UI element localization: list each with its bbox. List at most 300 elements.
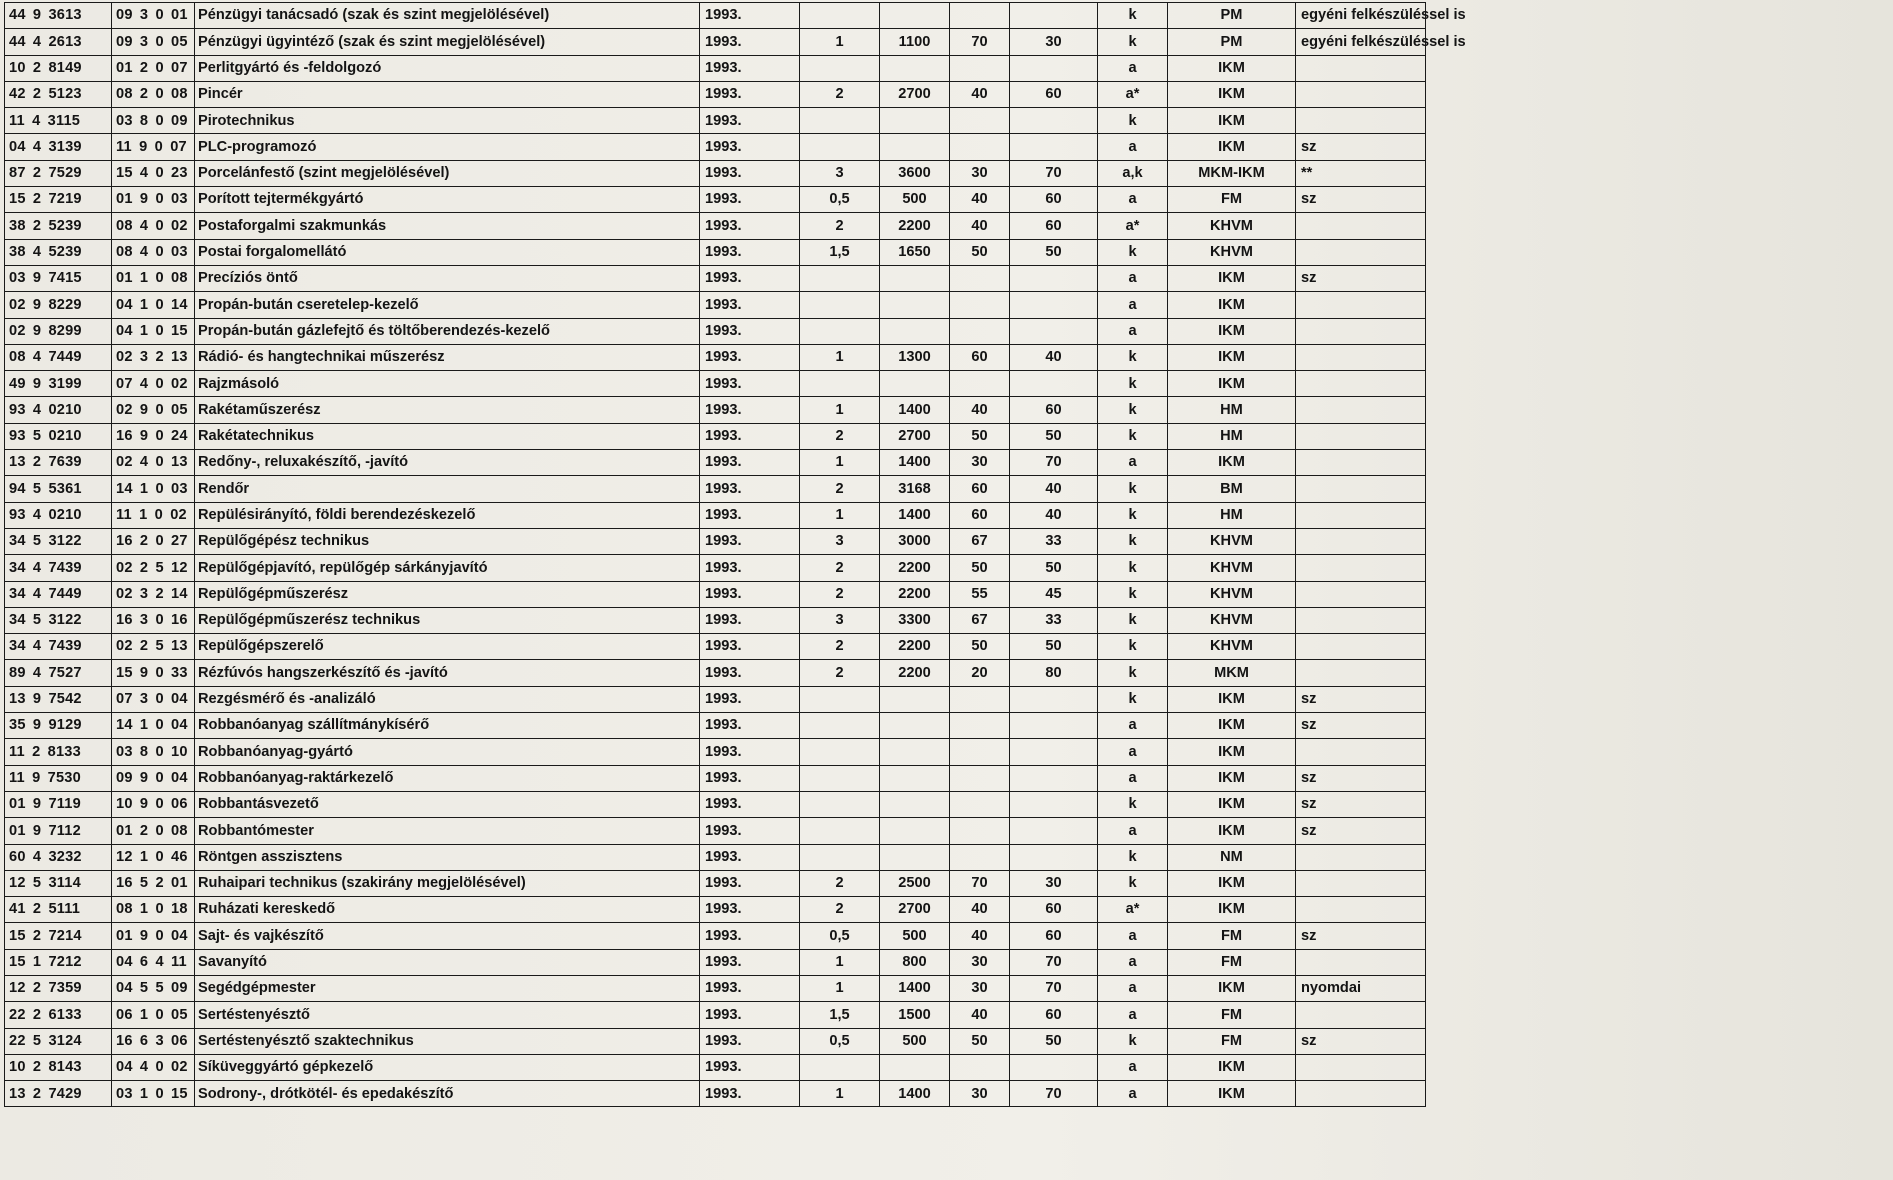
note-cell xyxy=(1296,239,1426,265)
classification-code-cell: 01 9 0 04 xyxy=(112,923,195,949)
note-cell: sz xyxy=(1296,765,1426,791)
duration-years-cell xyxy=(800,265,880,291)
duration-years-cell: 2 xyxy=(800,81,880,107)
year-cell: 1993. xyxy=(700,239,800,265)
note-cell: sz xyxy=(1296,818,1426,844)
ministry-cell: KHVM xyxy=(1168,528,1296,554)
occupation-name-cell: Robbantómester xyxy=(195,818,700,844)
occupation-code-cell: 44 9 3613 xyxy=(5,3,112,29)
duration-years-cell xyxy=(800,1054,880,1080)
year-cell: 1993. xyxy=(700,607,800,633)
occupation-name-cell: Rakétatechnikus xyxy=(195,423,700,449)
duration-years-cell: 2 xyxy=(800,897,880,923)
classification-code-cell: 09 9 0 04 xyxy=(112,765,195,791)
note-cell xyxy=(1296,318,1426,344)
ministry-cell: IKM xyxy=(1168,371,1296,397)
table-row xyxy=(5,81,1886,107)
hours-cell xyxy=(880,713,950,739)
theory-percent-cell: 50 xyxy=(950,423,1010,449)
note-cell: sz xyxy=(1296,923,1426,949)
classification-code-cell: 04 5 5 09 xyxy=(112,975,195,1001)
occupation-name-cell: Pincér xyxy=(195,81,700,107)
year-cell: 1993. xyxy=(700,949,800,975)
classification-code-cell: 08 4 0 03 xyxy=(112,239,195,265)
year-cell: 1993. xyxy=(700,318,800,344)
practice-percent-cell xyxy=(1010,739,1098,765)
theory-percent-cell: 50 xyxy=(950,1028,1010,1054)
table-row xyxy=(5,55,1886,81)
occupation-code-cell: 15 2 7214 xyxy=(5,923,112,949)
note-cell: sz xyxy=(1296,187,1426,213)
occupation-name-cell: Porcelánfestő (szint megjelölésével) xyxy=(195,160,700,186)
table-row xyxy=(5,1002,1886,1028)
theory-percent-cell: 60 xyxy=(950,476,1010,502)
theory-percent-cell: 70 xyxy=(950,870,1010,896)
note-cell: sz xyxy=(1296,713,1426,739)
occupation-code-cell: 41 2 5111 xyxy=(5,897,112,923)
practice-percent-cell: 30 xyxy=(1010,29,1098,55)
year-cell: 1993. xyxy=(700,29,800,55)
theory-percent-cell xyxy=(950,791,1010,817)
occupation-name-cell: Precíziós öntő xyxy=(195,265,700,291)
duration-years-cell: 3 xyxy=(800,528,880,554)
training-form-cell: a xyxy=(1098,265,1168,291)
note-cell xyxy=(1296,870,1426,896)
occupation-code-cell: 13 2 7429 xyxy=(5,1081,112,1107)
year-cell: 1993. xyxy=(700,450,800,476)
hours-cell: 1500 xyxy=(880,1002,950,1028)
table-row xyxy=(5,292,1886,318)
year-cell: 1993. xyxy=(700,660,800,686)
occupation-name-cell: Rajzmásoló xyxy=(195,371,700,397)
theory-percent-cell xyxy=(950,818,1010,844)
table-row xyxy=(5,844,1886,870)
ministry-cell: NM xyxy=(1168,844,1296,870)
classification-code-cell: 03 8 0 10 xyxy=(112,739,195,765)
training-form-cell: a xyxy=(1098,187,1168,213)
practice-percent-cell xyxy=(1010,134,1098,160)
occupation-name-cell: Ruházati kereskedő xyxy=(195,897,700,923)
occupation-code-cell: 44 4 2613 xyxy=(5,29,112,55)
theory-percent-cell xyxy=(950,292,1010,318)
note-cell xyxy=(1296,607,1426,633)
occupation-name-cell: Robbantásvezető xyxy=(195,791,700,817)
table-row xyxy=(5,502,1886,528)
training-form-cell: a xyxy=(1098,318,1168,344)
ministry-cell: IKM xyxy=(1168,1081,1296,1107)
duration-years-cell: 1 xyxy=(800,450,880,476)
classification-code-cell: 07 3 0 04 xyxy=(112,686,195,712)
table-row xyxy=(5,108,1886,134)
ministry-cell: KHVM xyxy=(1168,607,1296,633)
duration-years-cell: 1 xyxy=(800,344,880,370)
note-cell xyxy=(1296,450,1426,476)
theory-percent-cell xyxy=(950,686,1010,712)
note-cell xyxy=(1296,660,1426,686)
duration-years-cell: 0,5 xyxy=(800,923,880,949)
note-cell xyxy=(1296,897,1426,923)
training-form-cell: a* xyxy=(1098,81,1168,107)
occupation-code-cell: 22 2 6133 xyxy=(5,1002,112,1028)
ministry-cell: MKM-IKM xyxy=(1168,160,1296,186)
theory-percent-cell: 20 xyxy=(950,660,1010,686)
occupation-code-cell: 02 9 8299 xyxy=(5,318,112,344)
ministry-cell: IKM xyxy=(1168,450,1296,476)
theory-percent-cell: 55 xyxy=(950,581,1010,607)
occupation-code-cell: 15 1 7212 xyxy=(5,949,112,975)
training-form-cell: a xyxy=(1098,450,1168,476)
practice-percent-cell: 70 xyxy=(1010,1081,1098,1107)
ministry-cell: IKM xyxy=(1168,265,1296,291)
classification-code-cell: 01 2 0 07 xyxy=(112,55,195,81)
occupation-code-cell: 34 4 7439 xyxy=(5,634,112,660)
training-form-cell: k xyxy=(1098,686,1168,712)
training-form-cell: k xyxy=(1098,607,1168,633)
year-cell: 1993. xyxy=(700,344,800,370)
training-form-cell: a* xyxy=(1098,897,1168,923)
occupation-name-cell: Sertéstenyésztő szaktechnikus xyxy=(195,1028,700,1054)
note-cell xyxy=(1296,344,1426,370)
training-form-cell: a xyxy=(1098,713,1168,739)
duration-years-cell xyxy=(800,292,880,318)
note-cell xyxy=(1296,634,1426,660)
occupation-code-cell: 34 5 3122 xyxy=(5,607,112,633)
theory-percent-cell xyxy=(950,844,1010,870)
occupation-name-cell: Postaforgalmi szakmunkás xyxy=(195,213,700,239)
classification-code-cell: 16 3 0 16 xyxy=(112,607,195,633)
duration-years-cell xyxy=(800,844,880,870)
occupation-code-cell: 03 9 7415 xyxy=(5,265,112,291)
occupation-name-cell: Porított tejtermékgyártó xyxy=(195,187,700,213)
occupation-code-cell: 04 4 3139 xyxy=(5,134,112,160)
ministry-cell: FM xyxy=(1168,949,1296,975)
theory-percent-cell xyxy=(950,713,1010,739)
training-form-cell: a xyxy=(1098,739,1168,765)
training-form-cell: k xyxy=(1098,581,1168,607)
table-row xyxy=(5,870,1886,896)
classification-code-cell: 04 1 0 15 xyxy=(112,318,195,344)
practice-percent-cell: 70 xyxy=(1010,160,1098,186)
classification-code-cell: 03 8 0 09 xyxy=(112,108,195,134)
occupation-name-cell: Sertéstenyésztő xyxy=(195,1002,700,1028)
note-cell: egyéni felkészüléssel is xyxy=(1296,29,1426,55)
table-row xyxy=(5,450,1886,476)
classification-code-cell: 15 9 0 33 xyxy=(112,660,195,686)
duration-years-cell: 2 xyxy=(800,870,880,896)
hours-cell: 2200 xyxy=(880,634,950,660)
training-form-cell: a,k xyxy=(1098,160,1168,186)
classification-code-cell: 08 1 0 18 xyxy=(112,897,195,923)
theory-percent-cell: 50 xyxy=(950,634,1010,660)
occupation-name-cell: Perlitgyártó és -feldolgozó xyxy=(195,55,700,81)
practice-percent-cell xyxy=(1010,371,1098,397)
duration-years-cell xyxy=(800,713,880,739)
practice-percent-cell: 60 xyxy=(1010,1002,1098,1028)
note-cell xyxy=(1296,423,1426,449)
year-cell: 1993. xyxy=(700,292,800,318)
theory-percent-cell xyxy=(950,134,1010,160)
ministry-cell: IKM xyxy=(1168,791,1296,817)
training-form-cell: a* xyxy=(1098,213,1168,239)
training-form-cell: k xyxy=(1098,108,1168,134)
table-row xyxy=(5,634,1886,660)
theory-percent-cell: 30 xyxy=(950,975,1010,1001)
duration-years-cell: 1 xyxy=(800,975,880,1001)
occupation-code-cell: 13 9 7542 xyxy=(5,686,112,712)
training-form-cell: a xyxy=(1098,1081,1168,1107)
practice-percent-cell xyxy=(1010,686,1098,712)
table-row xyxy=(5,686,1886,712)
classification-code-cell: 04 6 4 11 xyxy=(112,949,195,975)
practice-percent-cell: 60 xyxy=(1010,187,1098,213)
note-cell: sz xyxy=(1296,686,1426,712)
hours-cell: 2200 xyxy=(880,213,950,239)
ministry-cell: KHVM xyxy=(1168,239,1296,265)
year-cell: 1993. xyxy=(700,581,800,607)
note-cell: sz xyxy=(1296,1028,1426,1054)
occupation-code-cell: 02 9 8229 xyxy=(5,292,112,318)
training-form-cell: a xyxy=(1098,923,1168,949)
note-cell xyxy=(1296,213,1426,239)
duration-years-cell: 0,5 xyxy=(800,187,880,213)
year-cell: 1993. xyxy=(700,108,800,134)
occupation-name-cell: Robbanóanyag-raktárkezelő xyxy=(195,765,700,791)
training-form-cell: a xyxy=(1098,292,1168,318)
practice-percent-cell: 60 xyxy=(1010,897,1098,923)
training-form-cell: a xyxy=(1098,134,1168,160)
duration-years-cell xyxy=(800,55,880,81)
duration-years-cell xyxy=(800,765,880,791)
occupation-name-cell: Pirotechnikus xyxy=(195,108,700,134)
year-cell: 1993. xyxy=(700,371,800,397)
occupation-code-cell: 89 4 7527 xyxy=(5,660,112,686)
classification-code-cell: 04 4 0 02 xyxy=(112,1054,195,1080)
year-cell: 1993. xyxy=(700,502,800,528)
note-cell: egyéni felkészüléssel is xyxy=(1296,3,1426,29)
hours-cell: 1100 xyxy=(880,29,950,55)
hours-cell: 2500 xyxy=(880,870,950,896)
occupation-name-cell: Pénzügyi tanácsadó (szak és szint megjelölésével) xyxy=(195,3,700,29)
note-cell xyxy=(1296,581,1426,607)
table-row xyxy=(5,713,1886,739)
theory-percent-cell xyxy=(950,318,1010,344)
profession-register-table xyxy=(4,2,1886,1107)
occupation-code-cell: 13 2 7639 xyxy=(5,450,112,476)
table-row xyxy=(5,265,1886,291)
theory-percent-cell: 30 xyxy=(950,450,1010,476)
year-cell: 1993. xyxy=(700,213,800,239)
practice-percent-cell: 50 xyxy=(1010,423,1098,449)
practice-percent-cell xyxy=(1010,844,1098,870)
note-cell: sz xyxy=(1296,134,1426,160)
occupation-code-cell: 12 2 7359 xyxy=(5,975,112,1001)
occupation-name-cell: Síküveggyártó gépkezelő xyxy=(195,1054,700,1080)
occupation-name-cell: PLC-programozó xyxy=(195,134,700,160)
training-form-cell: k xyxy=(1098,555,1168,581)
year-cell: 1993. xyxy=(700,686,800,712)
year-cell: 1993. xyxy=(700,923,800,949)
practice-percent-cell: 50 xyxy=(1010,239,1098,265)
hours-cell: 2700 xyxy=(880,81,950,107)
classification-code-cell: 02 2 5 12 xyxy=(112,555,195,581)
classification-code-cell: 16 6 3 06 xyxy=(112,1028,195,1054)
duration-years-cell: 3 xyxy=(800,607,880,633)
hours-cell xyxy=(880,292,950,318)
note-cell xyxy=(1296,476,1426,502)
year-cell: 1993. xyxy=(700,713,800,739)
ministry-cell: IKM xyxy=(1168,739,1296,765)
theory-percent-cell xyxy=(950,371,1010,397)
hours-cell: 1400 xyxy=(880,975,950,1001)
table-row xyxy=(5,187,1886,213)
training-form-cell: k xyxy=(1098,791,1168,817)
table-row xyxy=(5,897,1886,923)
ministry-cell: IKM xyxy=(1168,344,1296,370)
duration-years-cell xyxy=(800,134,880,160)
practice-percent-cell xyxy=(1010,3,1098,29)
year-cell: 1993. xyxy=(700,975,800,1001)
table-row xyxy=(5,765,1886,791)
classification-code-cell: 08 2 0 08 xyxy=(112,81,195,107)
classification-code-cell: 16 5 2 01 xyxy=(112,870,195,896)
table-row xyxy=(5,791,1886,817)
theory-percent-cell xyxy=(950,55,1010,81)
practice-percent-cell: 50 xyxy=(1010,555,1098,581)
practice-percent-cell: 60 xyxy=(1010,923,1098,949)
practice-percent-cell: 80 xyxy=(1010,660,1098,686)
ministry-cell: KHVM xyxy=(1168,213,1296,239)
year-cell: 1993. xyxy=(700,1054,800,1080)
duration-years-cell xyxy=(800,791,880,817)
hours-cell: 2200 xyxy=(880,581,950,607)
ministry-cell: FM xyxy=(1168,1028,1296,1054)
duration-years-cell: 2 xyxy=(800,634,880,660)
ministry-cell: KHVM xyxy=(1168,634,1296,660)
year-cell: 1993. xyxy=(700,81,800,107)
note-cell xyxy=(1296,555,1426,581)
theory-percent-cell: 70 xyxy=(950,29,1010,55)
duration-years-cell: 2 xyxy=(800,660,880,686)
ministry-cell: HM xyxy=(1168,423,1296,449)
practice-percent-cell: 33 xyxy=(1010,528,1098,554)
hours-cell xyxy=(880,108,950,134)
ministry-cell: KHVM xyxy=(1168,555,1296,581)
practice-percent-cell xyxy=(1010,713,1098,739)
hours-cell: 3300 xyxy=(880,607,950,633)
note-cell xyxy=(1296,1054,1426,1080)
note-cell: nyomdai xyxy=(1296,975,1426,1001)
note-cell xyxy=(1296,55,1426,81)
hours-cell: 500 xyxy=(880,923,950,949)
ministry-cell: IKM xyxy=(1168,1054,1296,1080)
occupation-name-cell: Rendőr xyxy=(195,476,700,502)
year-cell: 1993. xyxy=(700,1081,800,1107)
hours-cell: 2200 xyxy=(880,555,950,581)
occupation-code-cell: 11 4 3115 xyxy=(5,108,112,134)
ministry-cell: PM xyxy=(1168,29,1296,55)
year-cell: 1993. xyxy=(700,844,800,870)
hours-cell xyxy=(880,371,950,397)
ministry-cell: IKM xyxy=(1168,108,1296,134)
classification-code-cell: 16 2 0 27 xyxy=(112,528,195,554)
occupation-code-cell: 38 2 5239 xyxy=(5,213,112,239)
ministry-cell: MKM xyxy=(1168,660,1296,686)
classification-code-cell: 01 1 0 08 xyxy=(112,265,195,291)
ministry-cell: HM xyxy=(1168,502,1296,528)
occupation-code-cell: 01 9 7112 xyxy=(5,818,112,844)
note-cell: sz xyxy=(1296,791,1426,817)
duration-years-cell: 2 xyxy=(800,213,880,239)
occupation-name-cell: Sajt- és vajkészítő xyxy=(195,923,700,949)
note-cell xyxy=(1296,739,1426,765)
theory-percent-cell xyxy=(950,265,1010,291)
classification-code-cell: 01 2 0 08 xyxy=(112,818,195,844)
training-form-cell: a xyxy=(1098,949,1168,975)
table-row xyxy=(5,1081,1886,1107)
ministry-cell: KHVM xyxy=(1168,581,1296,607)
year-cell: 1993. xyxy=(700,423,800,449)
occupation-name-cell: Redőny-, reluxakészítő, -javító xyxy=(195,450,700,476)
ministry-cell: BM xyxy=(1168,476,1296,502)
occupation-code-cell: 35 9 9129 xyxy=(5,713,112,739)
occupation-code-cell: 01 9 7119 xyxy=(5,791,112,817)
training-form-cell: a xyxy=(1098,765,1168,791)
practice-percent-cell xyxy=(1010,818,1098,844)
training-form-cell: k xyxy=(1098,29,1168,55)
ministry-cell: IKM xyxy=(1168,975,1296,1001)
year-cell: 1993. xyxy=(700,791,800,817)
occupation-name-cell: Repülőgépjavító, repülőgép sárkányjavító xyxy=(195,555,700,581)
hours-cell xyxy=(880,844,950,870)
note-cell xyxy=(1296,528,1426,554)
classification-code-cell: 02 2 5 13 xyxy=(112,634,195,660)
hours-cell xyxy=(880,739,950,765)
theory-percent-cell xyxy=(950,765,1010,791)
year-cell: 1993. xyxy=(700,476,800,502)
occupation-name-cell: Pénzügyi ügyintéző (szak és szint megjelölésével) xyxy=(195,29,700,55)
hours-cell xyxy=(880,765,950,791)
practice-percent-cell: 70 xyxy=(1010,949,1098,975)
occupation-name-cell: Rezgésmérő és -analizáló xyxy=(195,686,700,712)
hours-cell: 3000 xyxy=(880,528,950,554)
duration-years-cell: 1,5 xyxy=(800,1002,880,1028)
ministry-cell: IKM xyxy=(1168,292,1296,318)
table-row xyxy=(5,923,1886,949)
year-cell: 1993. xyxy=(700,1002,800,1028)
theory-percent-cell: 40 xyxy=(950,187,1010,213)
table-row xyxy=(5,318,1886,344)
ministry-cell: IKM xyxy=(1168,81,1296,107)
duration-years-cell xyxy=(800,371,880,397)
classification-code-cell: 01 9 0 03 xyxy=(112,187,195,213)
duration-years-cell xyxy=(800,3,880,29)
table-row xyxy=(5,528,1886,554)
note-cell: ** xyxy=(1296,160,1426,186)
classification-code-cell: 02 3 2 13 xyxy=(112,344,195,370)
practice-percent-cell: 70 xyxy=(1010,975,1098,1001)
occupation-name-cell: Repülőgépszerelő xyxy=(195,634,700,660)
classification-code-cell: 14 1 0 03 xyxy=(112,476,195,502)
note-cell xyxy=(1296,292,1426,318)
table-row xyxy=(5,213,1886,239)
classification-code-cell: 07 4 0 02 xyxy=(112,371,195,397)
duration-years-cell xyxy=(800,739,880,765)
theory-percent-cell: 40 xyxy=(950,213,1010,239)
training-form-cell: k xyxy=(1098,844,1168,870)
hours-cell: 800 xyxy=(880,949,950,975)
hours-cell xyxy=(880,818,950,844)
theory-percent-cell: 67 xyxy=(950,607,1010,633)
